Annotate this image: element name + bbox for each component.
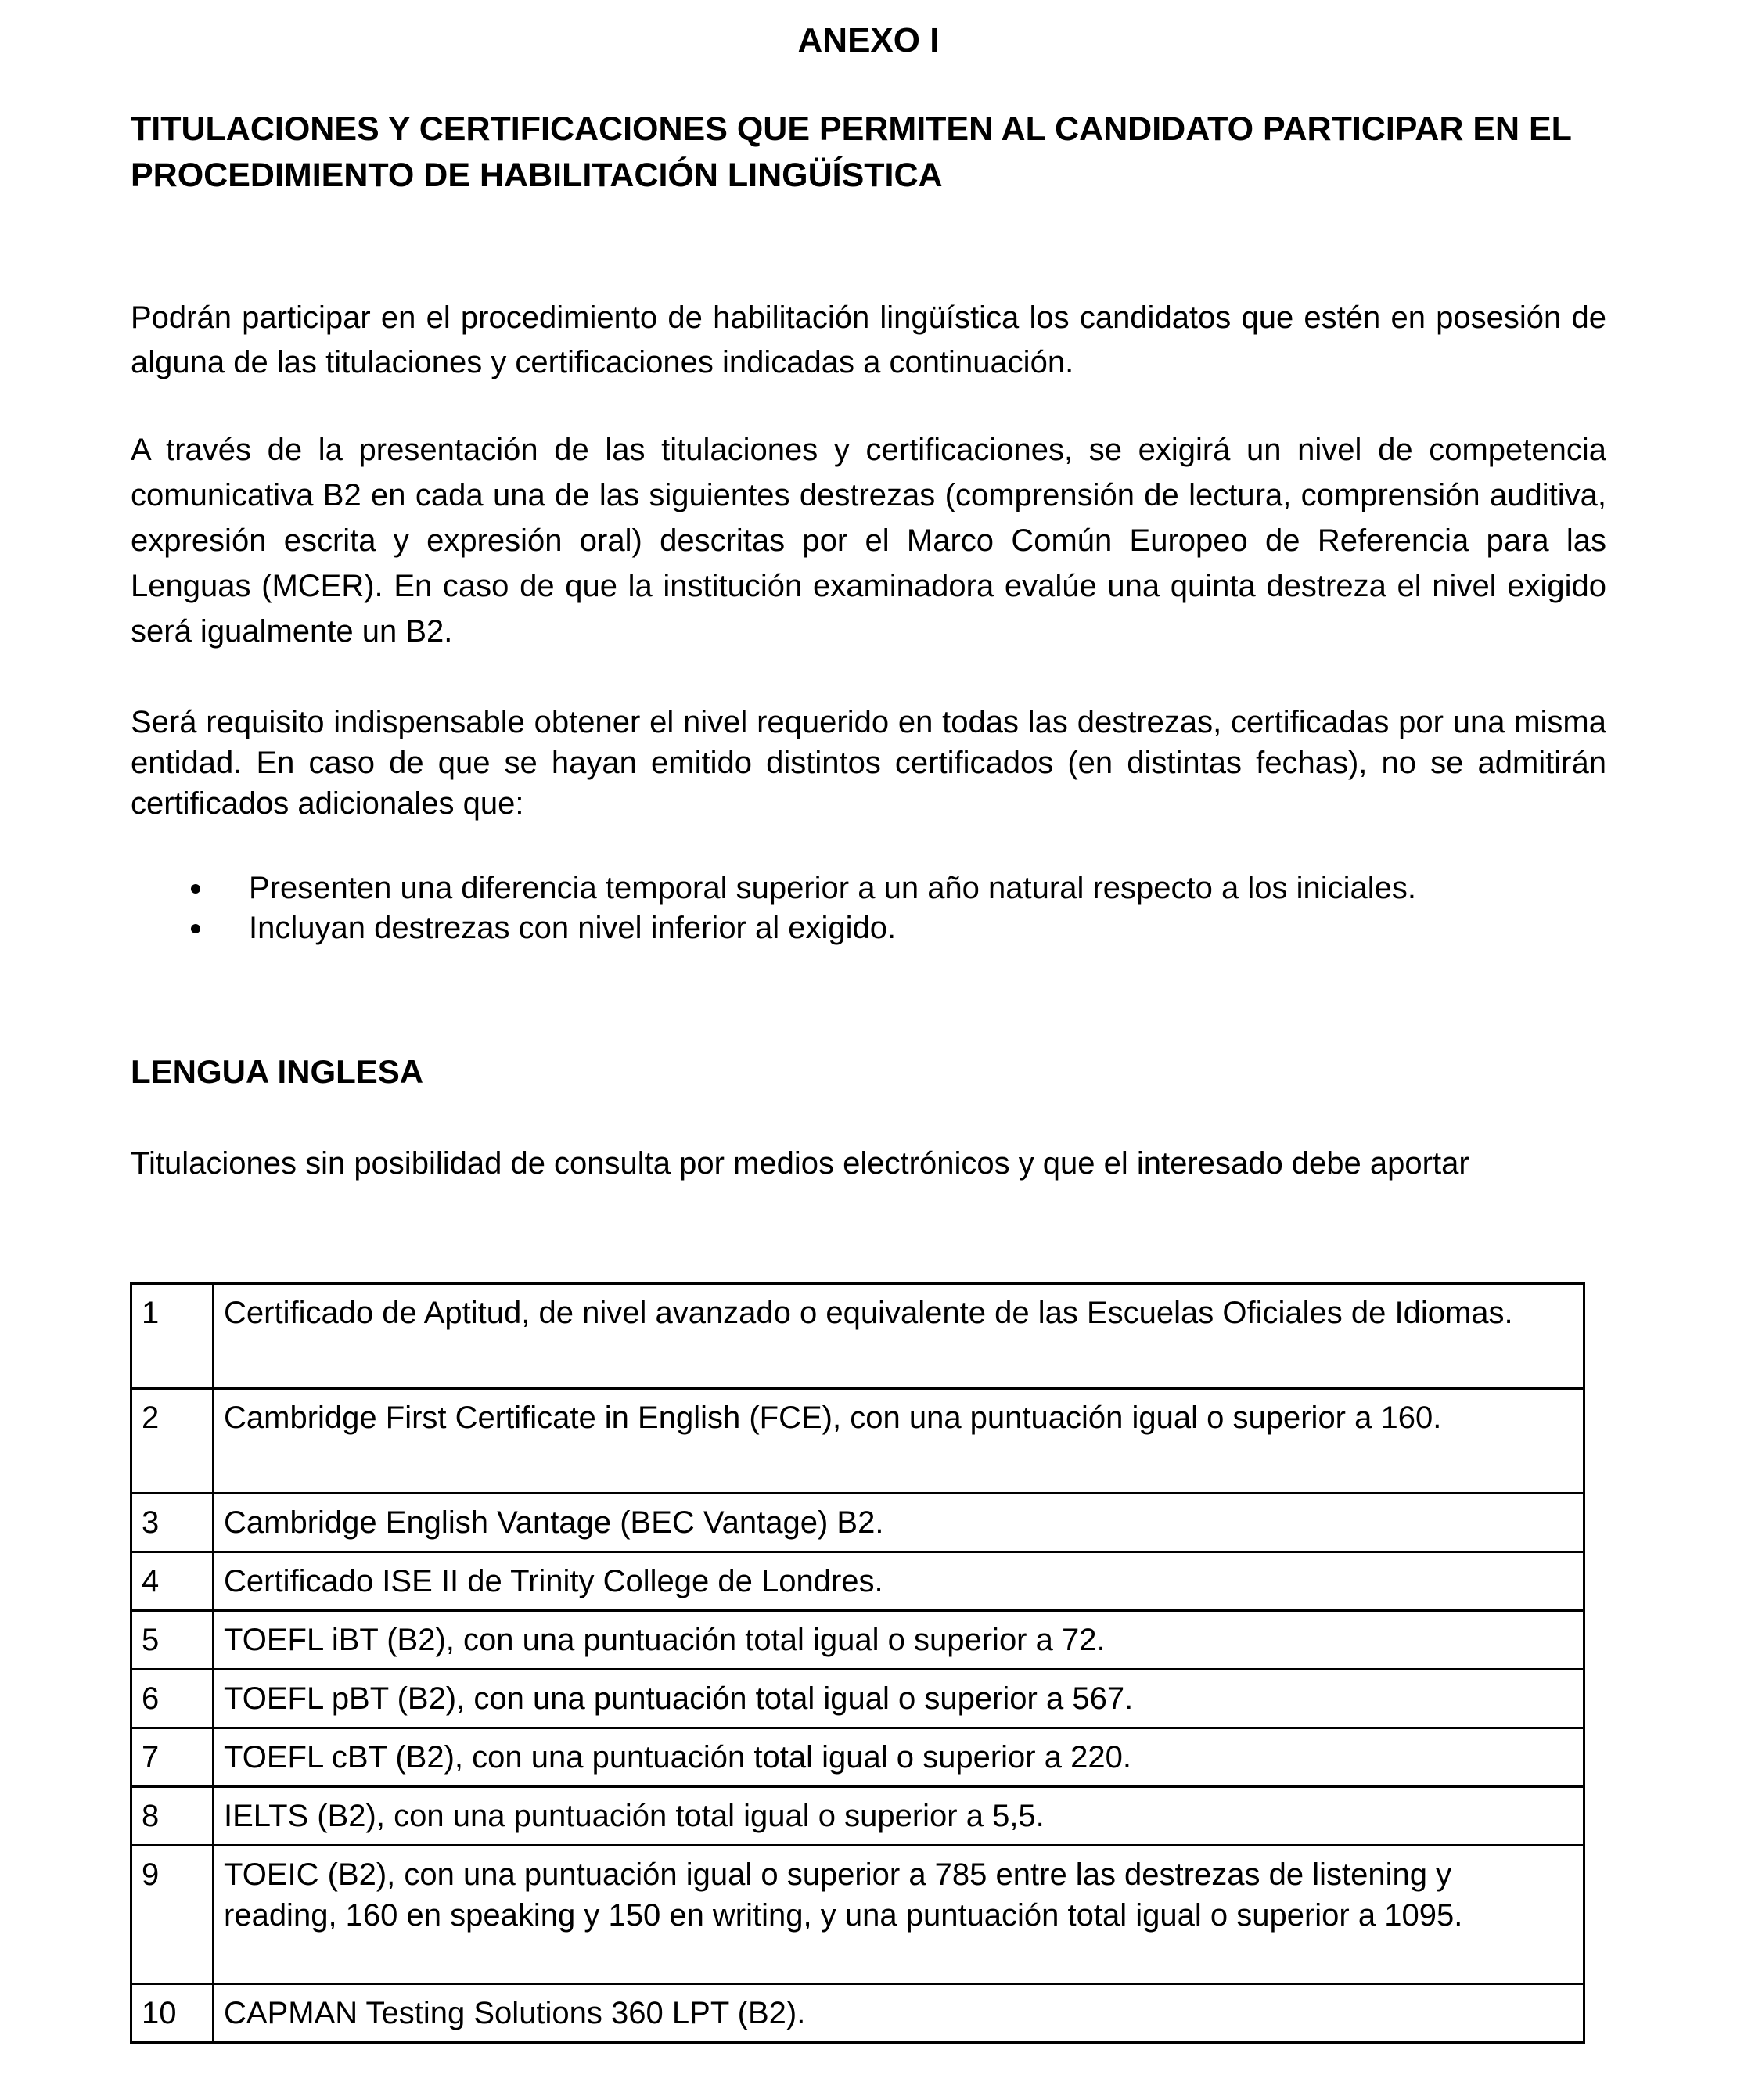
paragraph-same-entity: Será requisito indispensable obtener el nivel requerido en todas las destrezas, certificadas por una misma entidad. En caso de que se hayan emitido distintos certificados (en distintas fechas), no se admitirán certificados adicionales que: — [131, 705, 1606, 821]
row-number: 1 — [131, 1284, 214, 1389]
row-description: Certificado ISE II de Trinity College de Londres. — [214, 1552, 1584, 1611]
section-intro: Titulaciones sin posibilidad de consulta por medios electrónicos y que el interesado debe aportar — [131, 1146, 1469, 1181]
table-row — [131, 1552, 1584, 1611]
row-description: TOEFL pBT (B2), con una puntuación total igual o superior a 567. — [214, 1670, 1584, 1728]
paragraph-eligibility: Podrán participar en el procedimiento de habilitación lingüística los candidatos que estén en posesión de alguna de las titulaciones y certificaciones indicadas a continuación. — [131, 300, 1606, 379]
table-row — [131, 1787, 1584, 1846]
list-item-text: Presenten una diferencia temporal superior a un año natural respecto a los iniciales. — [249, 871, 1416, 905]
row-number: 7 — [131, 1728, 214, 1787]
row-number: 8 — [131, 1787, 214, 1846]
table-row — [131, 1284, 1584, 1389]
table-row — [131, 1389, 1584, 1494]
conditions-list — [131, 868, 1606, 948]
row-number: 2 — [131, 1389, 214, 1494]
row-description: Cambridge English Vantage (BEC Vantage) B2. — [214, 1494, 1584, 1552]
list-item-text: Incluyan destrezas con nivel inferior al exigido. — [249, 911, 897, 945]
row-description: Certificado de Aptitud, de nivel avanzado o equivalente de las Escuelas Oficiales de Idiomas. — [214, 1284, 1584, 1389]
row-number: 4 — [131, 1552, 214, 1611]
table-row — [131, 1984, 1584, 2043]
row-description: Cambridge First Certificate in English (FCE), con una puntuación igual o superior a 160. — [214, 1389, 1584, 1494]
annex-title: ANEXO I — [797, 21, 940, 59]
paragraph-b2-requirement: A través de la presentación de las titulaciones y certificaciones, se exigirá un nivel de competencia comunicativa B2 en cada una de las siguientes destrezas (comprensión de lectura, comprensión auditiva, expresión escrita y expresión oral) descritas por el Marco Común Europeo de Referencia para las Lenguas (MCER). En caso de que la institución examinadora evalúe una quinta destreza el nivel exigido será igualmente un B2. — [131, 433, 1606, 649]
row-number: 6 — [131, 1670, 214, 1728]
list-item — [131, 908, 1606, 948]
row-number: 3 — [131, 1494, 214, 1552]
row-number: 10 — [131, 1984, 214, 2043]
row-description: TOEFL cBT (B2), con una puntuación total igual o superior a 220. — [214, 1728, 1584, 1787]
row-description: IELTS (B2), con una puntuación total igual o superior a 5,5. — [214, 1787, 1584, 1846]
section-heading-english: LENGUA INGLESA — [131, 1053, 424, 1090]
row-description: TOEIC (B2), con una puntuación igual o superior a 785 entre las destrezas de listening y reading, 160 en speaking y 150 en writing, y una puntuación total igual o superior a 1095. — [214, 1846, 1584, 1984]
table-row — [131, 1846, 1584, 1984]
list-item — [131, 868, 1606, 908]
row-number: 9 — [131, 1846, 214, 1984]
table-row — [131, 1494, 1584, 1552]
table-row — [131, 1728, 1584, 1787]
table-row — [131, 1611, 1584, 1670]
bullet-icon — [191, 884, 200, 894]
row-description: CAPMAN Testing Solutions 360 LPT (B2). — [214, 1984, 1584, 2043]
certifications-table — [130, 1282, 1585, 2044]
row-number: 5 — [131, 1611, 214, 1670]
bullet-icon — [191, 924, 200, 933]
table-row — [131, 1670, 1584, 1728]
main-heading: TITULACIONES Y CERTIFICACIONES QUE PERMITEN AL CANDIDATO PARTICIPAR EN EL PROCEDIMIENTO DE HABILITACIÓN LINGÜÍSTICA — [131, 110, 1572, 194]
row-description: TOEFL iBT (B2), con una puntuación total igual o superior a 72. — [214, 1611, 1584, 1670]
